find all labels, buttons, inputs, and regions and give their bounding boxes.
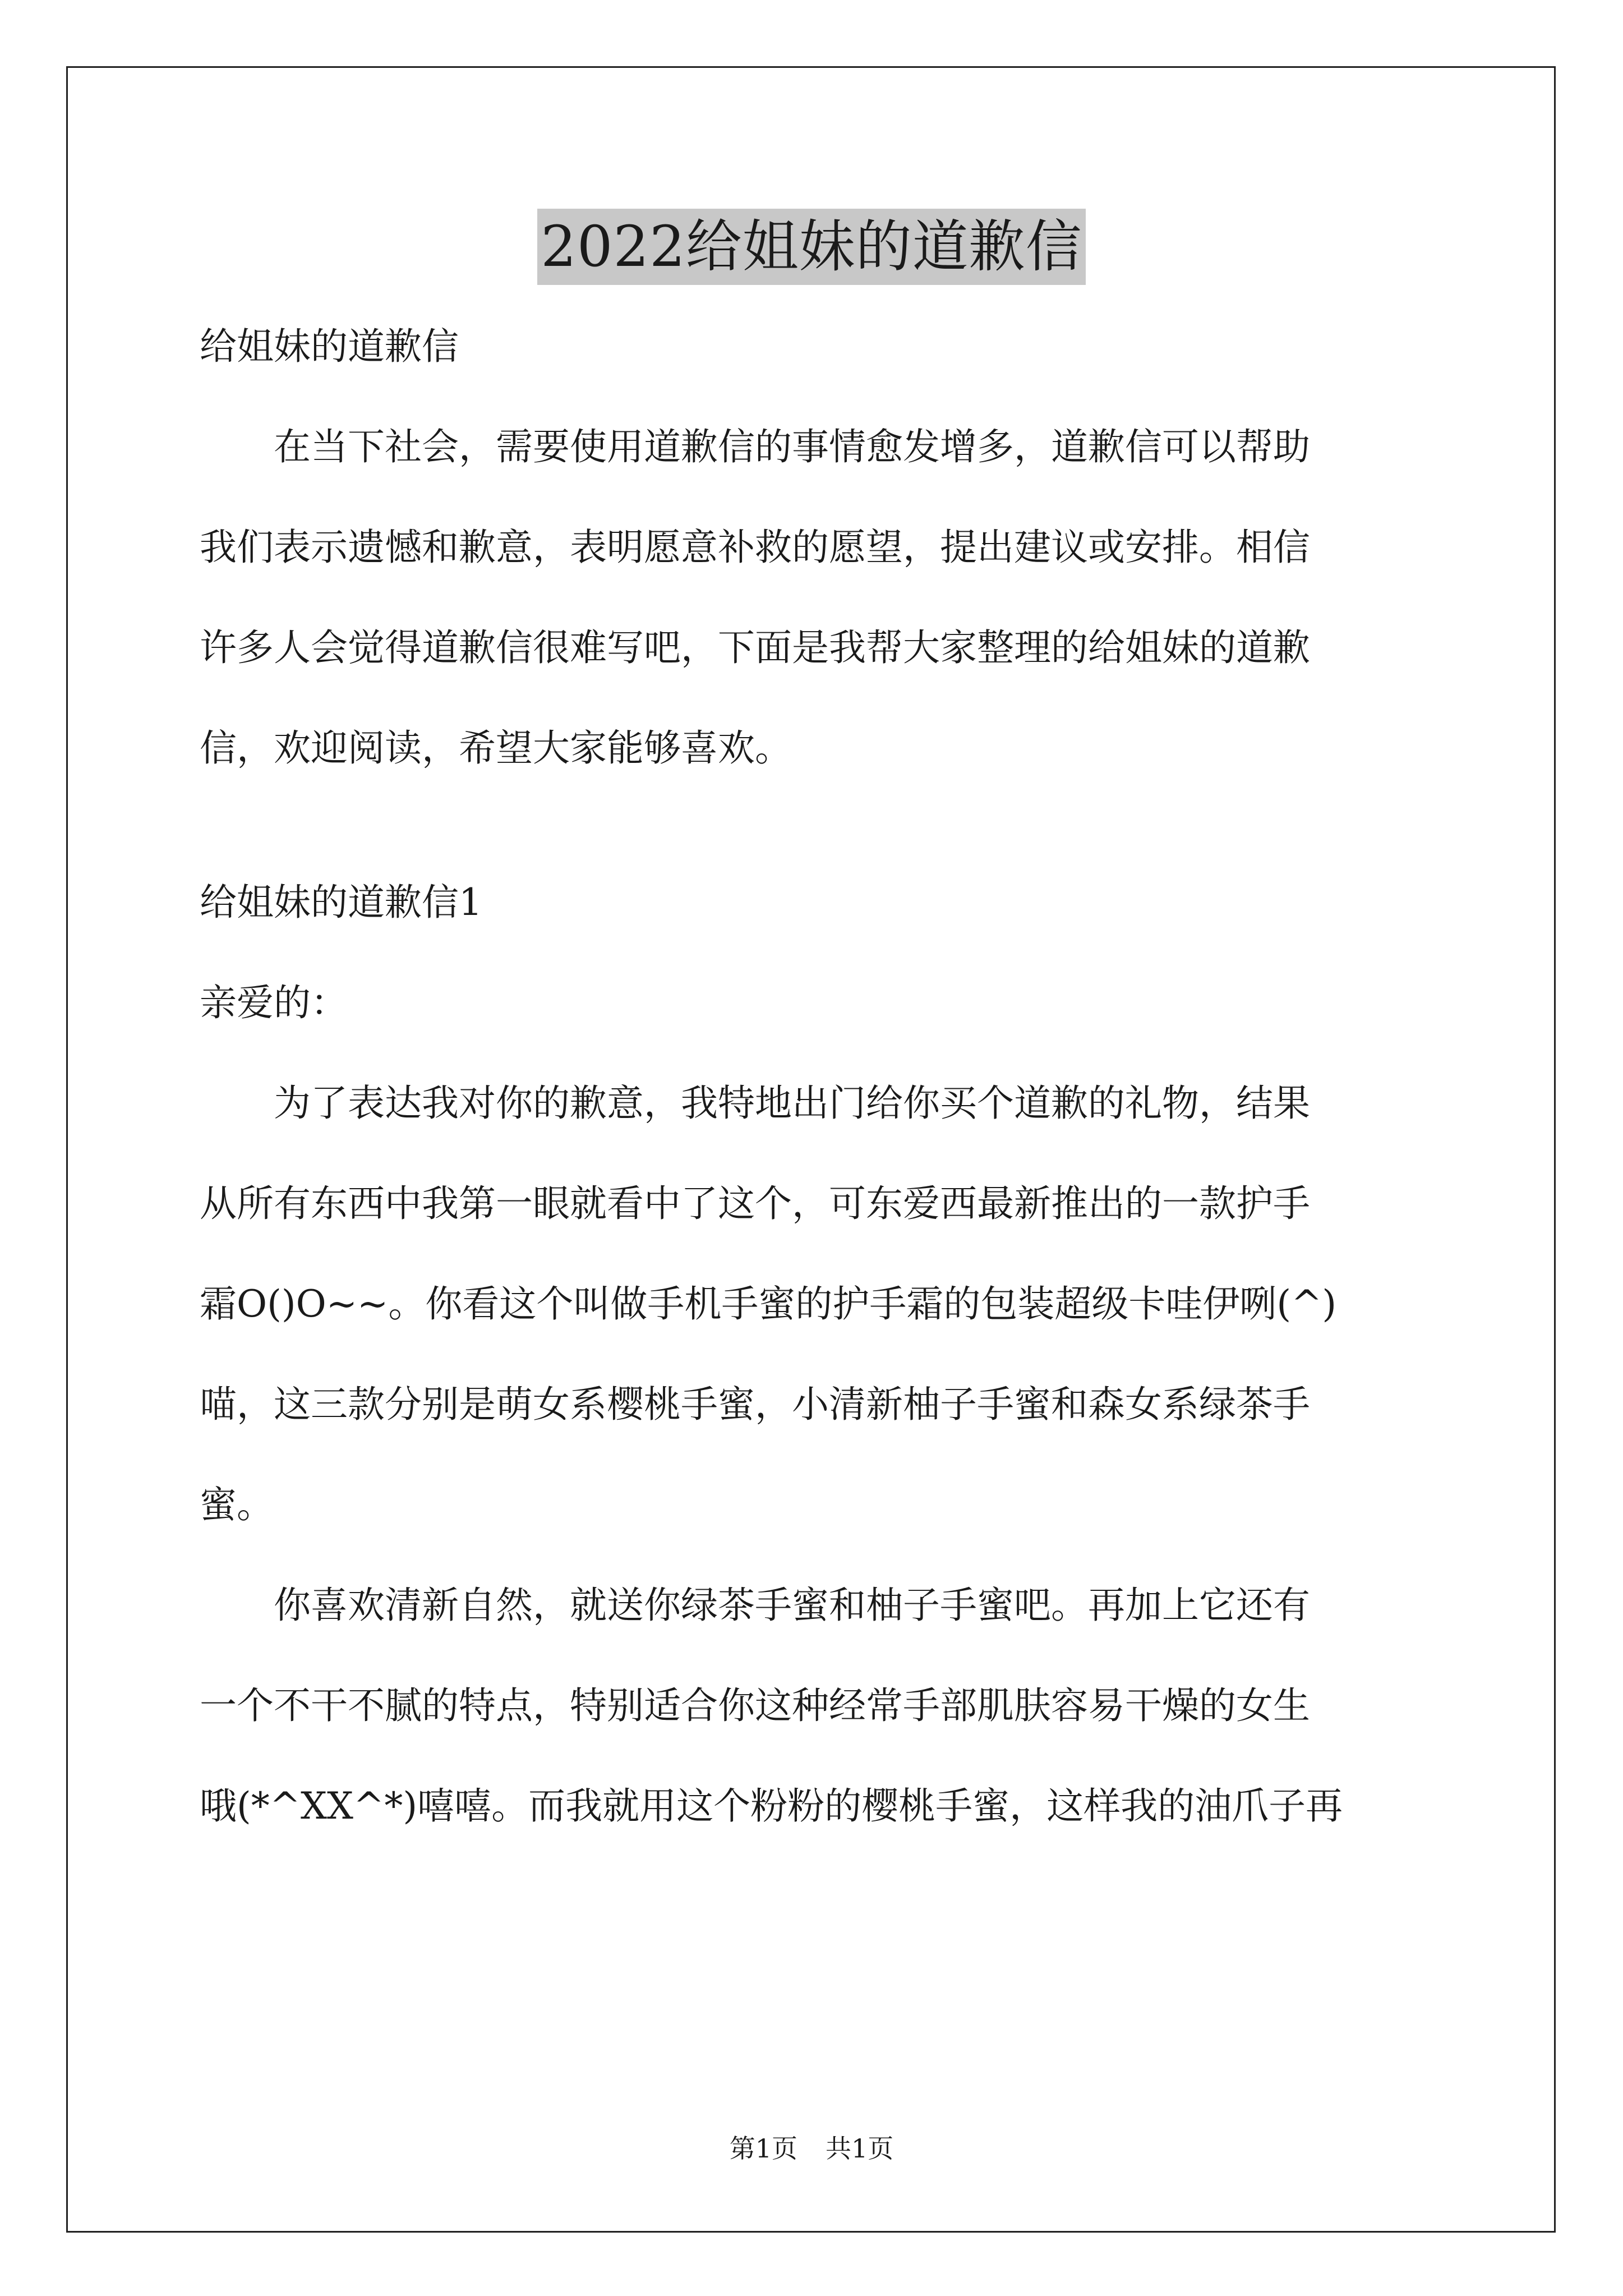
page-total: 共1页 — [826, 2133, 894, 2164]
paragraph-line: 我们表示遗憾和歉意，表明愿意补救的愿望，提出建议或安排。相信 — [200, 526, 1310, 569]
salutation: 亲爱的： — [200, 981, 348, 1024]
page-footer — [0, 2132, 1623, 2165]
paragraph-line: 哦(*^XX^*)嘻嘻。而我就用这个粉粉的樱桃手蜜，这样我的油爪子再 — [200, 1784, 1343, 1828]
intro-heading: 给姐妹的道歉信 — [200, 325, 459, 368]
paragraph-line: 喵，这三款分别是萌女系樱桃手蜜，小清新柚子手蜜和森女系绿茶手 — [200, 1383, 1310, 1426]
paragraph-line: 你喜欢清新自然，就送你绿茶手蜜和柚子手蜜吧。再加上它还有 — [200, 1584, 1310, 1627]
letter-paragraph-1 — [200, 1075, 1428, 1533]
page-number: 第1页 — [729, 2133, 797, 2164]
document-body — [200, 319, 1428, 1834]
paragraph-line: 霜O()O~~。你看这个叫做手机手蜜的护手霜的包装超级卡哇伊咧(^) — [200, 1282, 1337, 1326]
title-container — [0, 209, 1623, 285]
paragraph-line: 蜜。 — [200, 1483, 274, 1526]
letter-paragraph-2 — [200, 1577, 1428, 1834]
paragraph-line: 一个不干不腻的特点，特别适合你这种经常手部肌肤容易干燥的女生 — [200, 1684, 1310, 1727]
section-heading: 给姐妹的道歉信1 — [200, 881, 482, 924]
paragraph-line: 许多人会觉得道歉信很难写吧，下面是我帮大家整理的给姐妹的道歉 — [200, 626, 1310, 669]
paragraph-line: 在当下社会，需要使用道歉信的事情愈发增多，道歉信可以帮助 — [200, 425, 1310, 468]
paragraph-line: 从所有东西中我第一眼就看中了这个，可东爱西最新推出的一款护手 — [200, 1182, 1310, 1225]
paragraph-line: 信，欢迎阅读，希望大家能够喜欢。 — [200, 726, 792, 770]
intro-paragraph — [200, 419, 1428, 776]
document-title: 2022给姐妹的道歉信 — [537, 209, 1086, 285]
paragraph-line: 为了表达我对你的歉意，我特地出门给你买个道歉的礼物，结果 — [200, 1082, 1310, 1125]
